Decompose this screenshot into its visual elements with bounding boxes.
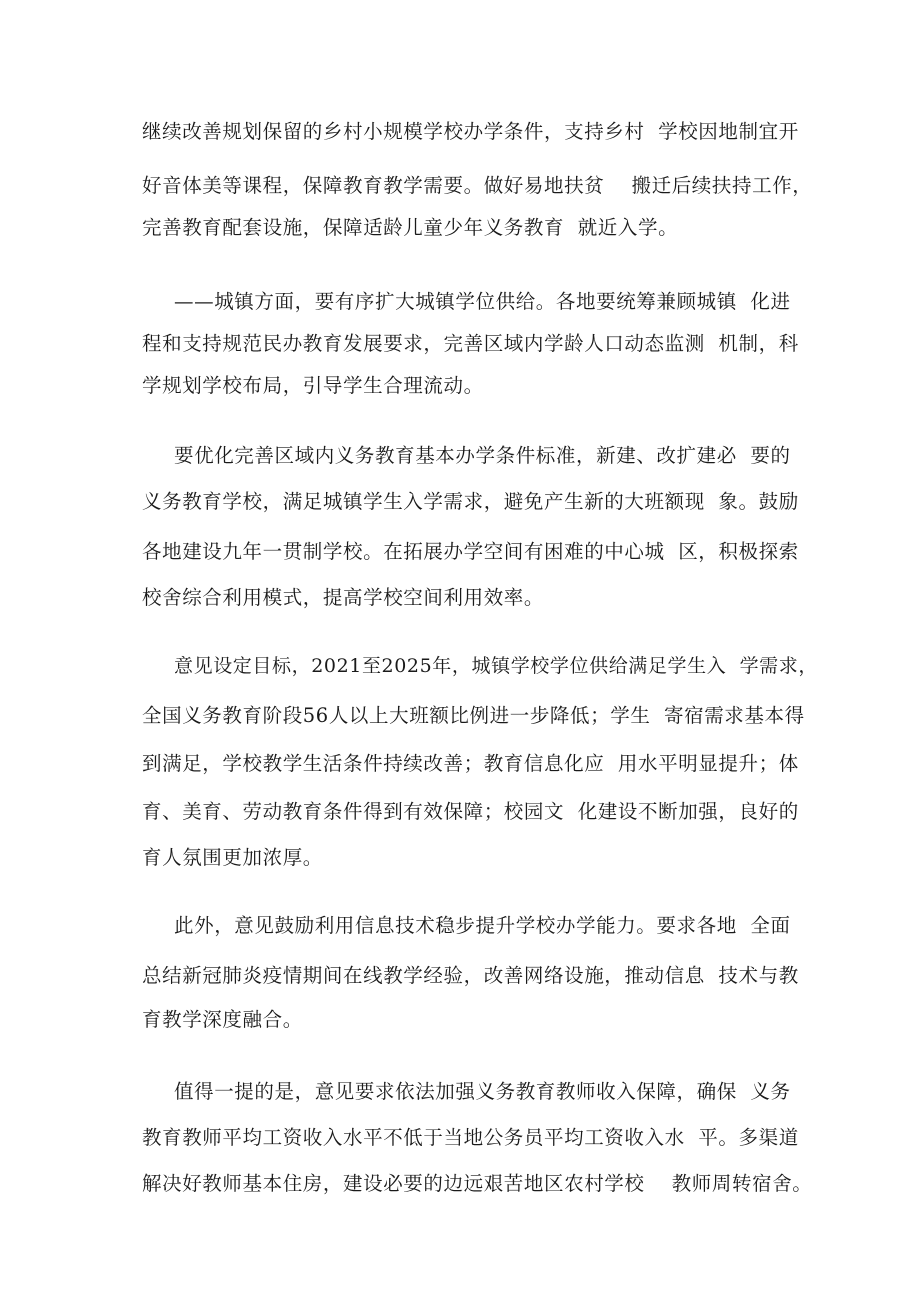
paragraph-1-line-3: 完善教育配套设施，保障适龄儿童少年义务教育 就近入学。 (142, 216, 679, 239)
paragraph-4-line-5: 育人氛围更加浓厚。 (142, 846, 323, 869)
paragraph-4-line-3: 到满足，学校教学生活条件持续改善；教育信息化应 用水平明显提升；体 (142, 752, 799, 775)
paragraph-5-line-2: 总结新冠肺炎疫情期间在线教学经验，改善网络设施，推动信息 技术与教 (142, 964, 799, 987)
paragraph-3-line-4: 校舍综合利用模式，提高学校空间利用效率。 (142, 586, 545, 609)
paragraph-1-line-2: 好音体美等课程，保障教育教学需要。做好易地扶贫 搬迁后续扶持工作， (142, 174, 813, 197)
paragraph-1-line-1: 继续改善规划保留的乡村小规模学校办学条件，支持乡村 学校因地制宜开 (142, 120, 799, 143)
paragraph-5-line-1: 此外，意见鼓励利用信息技术稳步提升学校办学能力。要求各地 全面 (174, 914, 791, 937)
paragraph-6-line-3: 解决好教师基本住房，建设必要的边远艰苦地区农村学校 教师周转宿舍。 (142, 1172, 813, 1195)
paragraph-5-line-3: 育教学深度融合。 (142, 1008, 303, 1031)
paragraph-3-line-1: 要优化完善区域内义务教育基本办学条件标准，新建、改扩建必 要的 (174, 444, 791, 467)
paragraph-3-line-3: 各地建设九年一贯制学校。在拓展办学空间有困难的中心城 区，积极探索 (142, 540, 799, 563)
paragraph-4-line-4: 育、美育、劳动教育条件得到有效保障；校园文 化建设不断加强，良好的 (142, 800, 799, 823)
paragraph-6-line-2: 教育教师平均工资收入水平不低于当地公务员平均工资收入水 平。多渠道 (142, 1126, 799, 1149)
paragraph-4-line-2: 全国义务教育阶段56人以上大班额比例进一步降低；学生 寄宿需求基本得 (142, 704, 805, 727)
paragraph-6-line-1: 值得一提的是，意见要求依法加强义务教育教师收入保障，确保 义务 (174, 1080, 791, 1103)
paragraph-3-line-2: 义务教育学校，满足城镇学生入学需求，避免产生新的大班额现 象。鼓励 (142, 490, 799, 513)
paragraph-4-line-1: 意见设定目标，2021至2025年，城镇学校学位供给满足学生入 学需求， (174, 655, 818, 677)
paragraph-2-line-2: 程和支持规范民办教育发展要求，完善区域内学龄人口动态监测 机制，科 (142, 332, 799, 355)
paragraph-2-line-3: 学规划学校布局，引导学生合理流动。 (142, 374, 484, 397)
paragraph-2-line-1: ——城镇方面，要有序扩大城镇学位供给。各地要统筹兼顾城镇 化进 (174, 290, 791, 313)
